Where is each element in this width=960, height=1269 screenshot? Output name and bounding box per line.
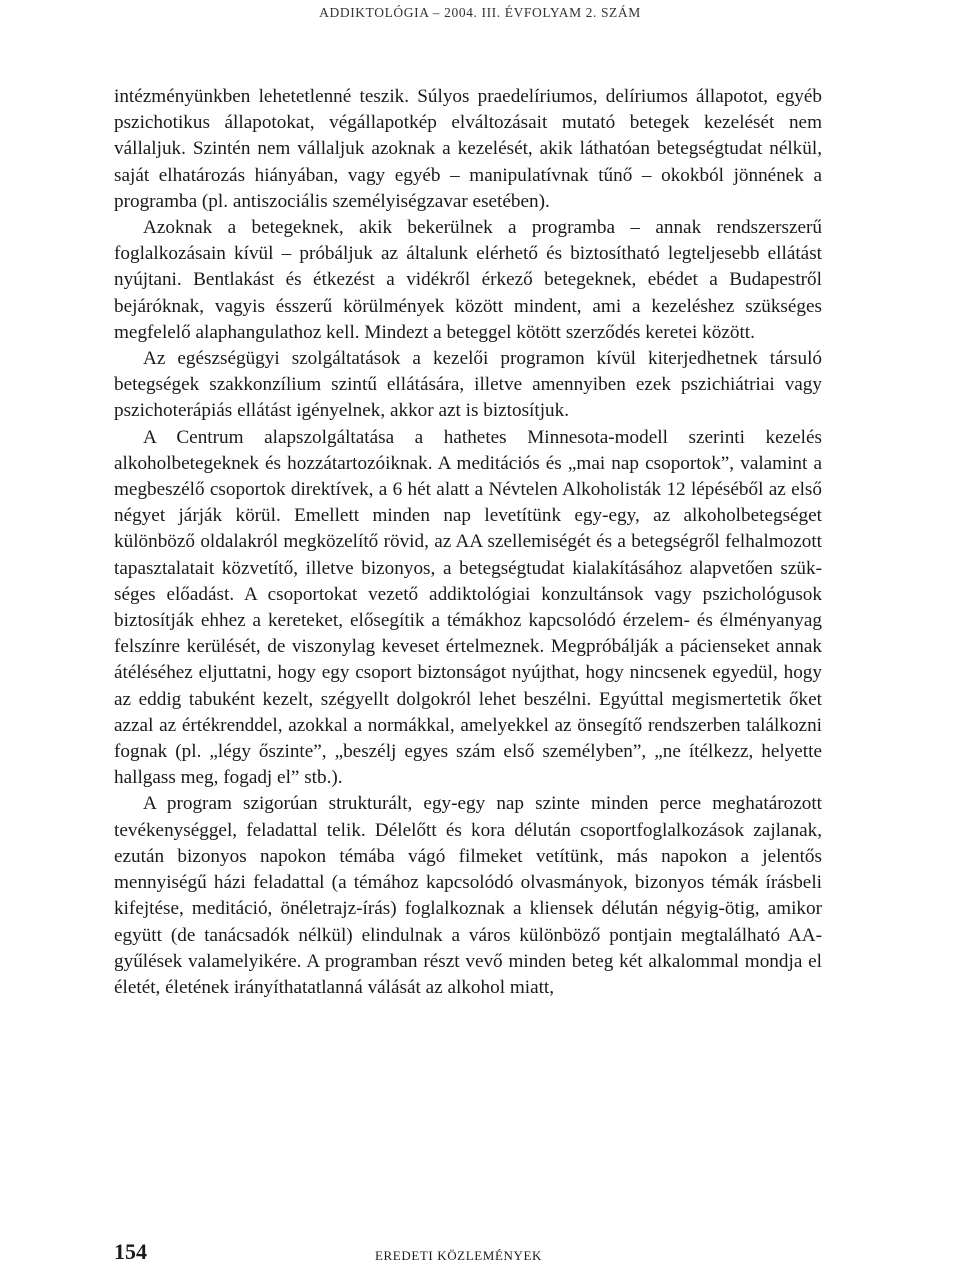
paragraph-3: Az egészségügyi szolgáltatások a kezelői programon kívül kiterjedhetnek társuló betegségek szakkonzílium szintű ellátására, illetve amennyiben ezek pszichiátriai vagy pszichoterápiás ellátást igényelnek, akkor azt is biztosítjuk.: [114, 348, 822, 422]
paragraph-5: A program szigorúan strukturált, egy-egy nap szinte minden perce meghatározott tevékenységgel, feladattal telik. Délelőtt és kora délután csoportfoglalkozások zajlanak, ezután bizonyos napokon témába vágó filmeket vetítünk, más napokon a jelentős mennyiségű házi feladattal (a témához kapcsolódó olvasmányok, bizonyos témák írásbeli kifejtése, meditáció, önéletrajz-írás) foglalkoznak a kliensek délután négyig-ötig, amikor együtt (de tanácsadók nélkül) elindulnak a város különböző pontjain megtalálható AA-gyűlések valamelyikére. A programban részt vevő minden beteg két alkalommal mondja el életét, életének irányíthatatlanná válását az alkohol miatt,: [114, 793, 822, 998]
page-number: 154: [114, 1239, 147, 1264]
running-header: ADDIKTOLÓGIA – 2004. III. ÉVFOLYAM 2. SZÁM: [319, 5, 641, 20]
paragraph-1: intézményünkben lehetetlenné teszik. Súlyos praedelíriumos, delíriumos állapotot, egyéb pszichotikus állapotokat, végállapotkép elváltozásait mutató betegek kezelését nem vállaljuk. Szintén nem vállaljuk azoknak a kezelését, akik láthatóan betegségtudat nélkül, saját elhatározás hiányában, vagy egyéb – manipulatívnak tűnő – okokból jönnének a programba (pl. antiszociális személyiségzavar esetében).: [114, 86, 822, 212]
paragraph-2: Azoknak a betegeknek, akik bekerülnek a programba – annak rendszerszerű foglalkozásain kívül – próbáljuk az általunk elérhető és biztosítható legteljesebb ellátást nyújtani. Bentlakást és étkezést a vidékről érkező betegeknek, ebédet a Budapestről bejáróknak, vagyis ésszerű körülmények között mindent, ami a kezeléshez szükséges megfelelő alaphangulathoz kell. Mindezt a beteggel kötött szerződés keretei között.: [114, 217, 822, 343]
article-body: [114, 84, 822, 1001]
paragraph-4: A Centrum alapszolgáltatása a hathetes Minnesota-modell szerinti kezelés alkoholbetegeknek és hozzátartozóiknak. A meditációs és „mai nap csoportok”, valamint a megbeszélő csoportok direktívek, a 6 hét alatt a Névtelen Alkoholisták 12 lépéséből az első négyet járják körül. Emellett minden nap levetítünk egy-egy, az alkoholbetegséget különböző oldalakról megközelítő rövid, az AA szellemiségét és a betegségről felhalmozott tapasztalatait közvetítő, illetve bizonyos, a betegségtudat kialakításához alapvetően szükséges előadást. A csoportokat vezető addiktológiai konzultánsok vagy pszichológusok biztosítják ehhez a kereteket, elősegítik a témákhoz kapcsolódó érzelem- és élményanyag felszínre kerülését, de viszonylag keveset értelmeznek. Megpróbálják a pácienseket annak átéléséhez eljuttatni, hogy egy csoport biztonságot nyújthat, hogy nincsenek egyedül, hogy az eddig tabuként kezelt, szégyellt dolgokról lehet beszélni. Egyúttal megismertetik őket azzal az értékrenddel, azokkal a normákkal, amelyekkel az önsegítő rendszerben találkozni fognak (pl. „légy őszinte”, „beszélj egyes szám első személyben”, „ne ítélkezz, helyette hallgass meg, fogadj el” stb.).: [114, 426, 822, 789]
footer-section-label: EREDETI KÖZLEMÉNYEK: [375, 1248, 543, 1263]
